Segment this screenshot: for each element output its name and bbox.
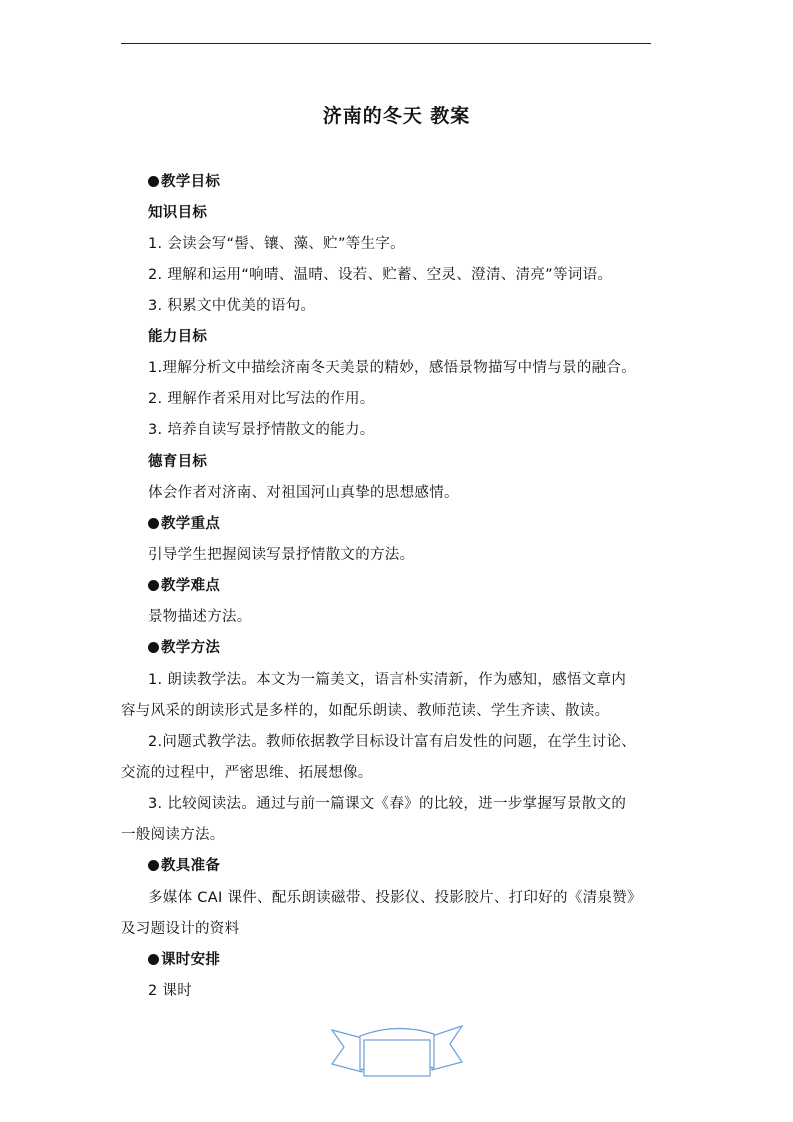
section-heading-difficulties: 教学难点 [148, 574, 220, 595]
list-item: 2. 理解和运用“响晴、温晴、设若、贮蓄、空灵、澄清、清亮”等词语。 [148, 267, 613, 283]
paragraph: 体会作者对济南、对祖国河山真挚的思想感情。 [148, 485, 459, 501]
paragraph-line: 交流的过程中，严密思维、拓展想像。 [121, 765, 373, 781]
subheading-knowledge: 知识目标 [148, 205, 208, 221]
paragraph: 景物描述方法。 [148, 609, 252, 625]
paragraph-line: 1. 朗读教学法。本文为一篇美文，语言朴实清新，作为感知，感悟文章内 [148, 672, 627, 688]
paragraph: 2 课时 [148, 983, 193, 999]
list-item: 2. 理解作者采用对比写法的作用。 [148, 391, 375, 407]
bullet-icon [148, 860, 159, 871]
bullet-icon [148, 954, 159, 965]
page-title: 济南的冬天 教案 [322, 105, 471, 127]
subheading-moral: 德育目标 [148, 454, 208, 470]
ribbon-banner-icon [330, 1018, 464, 1080]
section-heading-materials: 教具准备 [148, 854, 220, 875]
paragraph-line: 及习题设计的资料 [121, 921, 240, 937]
section-heading-key-points: 教学重点 [148, 512, 220, 533]
list-item: 1. 会读会写“髻、镶、藻、贮”等生字。 [148, 236, 405, 252]
subheading-ability: 能力目标 [148, 329, 208, 345]
section-heading-methods: 教学方法 [148, 636, 220, 657]
paragraph-line: 一般阅读方法。 [121, 827, 225, 843]
list-item: 1.理解分析文中描绘济南冬天美景的精妙，感悟景物描写中情与景的融合。 [148, 360, 637, 376]
bullet-icon [148, 518, 159, 529]
bullet-icon [148, 642, 159, 653]
paragraph: 引导学生把握阅读写景抒情散文的方法。 [148, 547, 415, 563]
paragraph-line: 2.问题式教学法。教师依据教学目标设计富有启发性的问题，在学生讨论、 [148, 734, 637, 750]
list-item: 3. 培养自读写景抒情散文的能力。 [148, 422, 375, 438]
header-rule [121, 43, 651, 44]
paragraph-line: 3. 比较阅读法。通过与前一篇课文《春》的比较，进一步掌握写景散文的 [148, 796, 627, 812]
paragraph-line: 容与风采的朗读形式是多样的，如配乐朗读、教师范读、学生齐读、散读。 [121, 703, 610, 719]
bullet-icon [148, 580, 159, 591]
section-heading-schedule: 课时安排 [148, 948, 220, 969]
list-item: 3. 积累文中优美的语句。 [148, 298, 316, 314]
paragraph-line: 多媒体 CAI 课件、配乐朗读磁带、投影仪、投影胶片、打印好的《清泉赞》 [148, 890, 642, 906]
bullet-icon [148, 176, 159, 187]
section-heading-goals: 教学目标 [148, 170, 220, 191]
